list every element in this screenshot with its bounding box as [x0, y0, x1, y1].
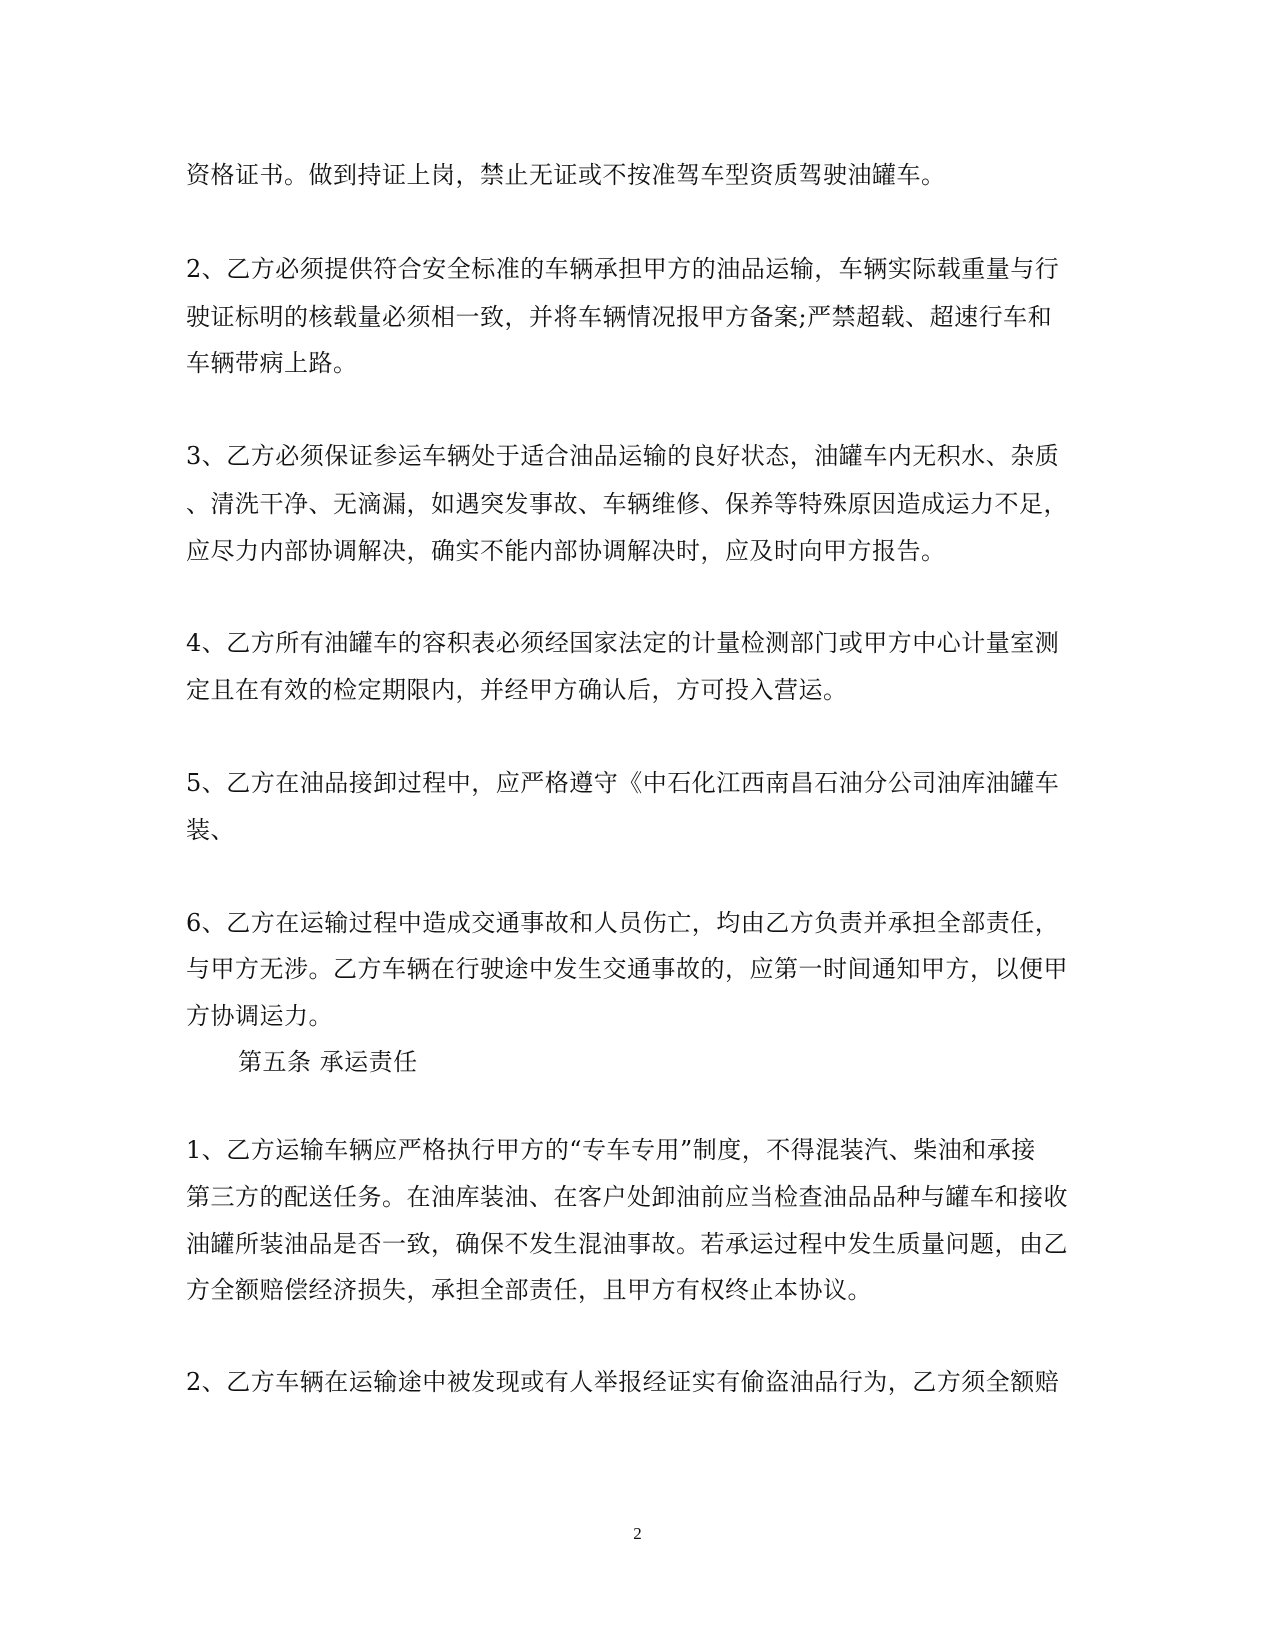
- text-line: 3、乙方必须保证参运车辆处于适合油品运输的良好状态，油罐车内无积水、杂质: [186, 442, 1060, 470]
- text-line: 驶证标明的核载量必须相一致，并将车辆情况报甲方备案;严禁超载、超速行车和: [186, 303, 1053, 331]
- section-heading: 第五条 承运责任: [238, 1048, 418, 1076]
- page-number: 2: [633, 1524, 642, 1543]
- text-line: 资格证书。做到持证上岗，禁止无证或不按准驾车型资质驾驶油罐车。: [186, 161, 946, 189]
- text-line: 第三方的配送任务。在油库装油、在客户处卸油前应当检查油品品种与罐车和接收: [186, 1183, 1068, 1211]
- text-line: 2、乙方车辆在运输途中被发现或有人举报经证实有偷盗油品行为，乙方须全额赔: [186, 1368, 1060, 1396]
- text-line: 6、乙方在运输过程中造成交通事故和人员伤亡，均由乙方负责并承担全部责任，: [186, 909, 1060, 937]
- text-line: 、清洗干净、无滴漏，如遇突发事故、车辆维修、保养等特殊原因造成运力不足，: [186, 490, 1068, 518]
- text-line: 2、乙方必须提供符合安全标准的车辆承担甲方的油品运输，车辆实际载重量与行: [186, 255, 1060, 283]
- text-line: 油罐所装油品是否一致，确保不发生混油事故。若承运过程中发生质量问题，由乙: [186, 1230, 1068, 1258]
- text-line: 车辆带病上路。: [186, 349, 358, 377]
- text-line: 应尽力内部协调解决，确实不能内部协调解决时，应及时向甲方报告。: [186, 537, 946, 565]
- text-line: 方协调运力。: [186, 1002, 333, 1030]
- text-line: 装、: [186, 816, 235, 844]
- text-line: 5、乙方在油品接卸过程中，应严格遵守《中石化江西南昌石油分公司油库油罐车: [186, 769, 1060, 797]
- text-line: 1、乙方运输车辆应严格执行甲方的“专车专用”制度，不得混装汽、柴油和承接: [186, 1136, 1036, 1164]
- text-line: 方全额赔偿经济损失，承担全部责任，且甲方有权终止本协议。: [186, 1276, 872, 1304]
- text-line: 定且在有效的检定期限内，并经甲方确认后，方可投入营运。: [186, 676, 848, 704]
- text-line: 4、乙方所有油罐车的容积表必须经国家法定的计量检测部门或甲方中心计量室测: [186, 629, 1060, 657]
- text-line: 与甲方无涉。乙方车辆在行驶途中发生交通事故的，应第一时间通知甲方，以便甲: [186, 955, 1068, 983]
